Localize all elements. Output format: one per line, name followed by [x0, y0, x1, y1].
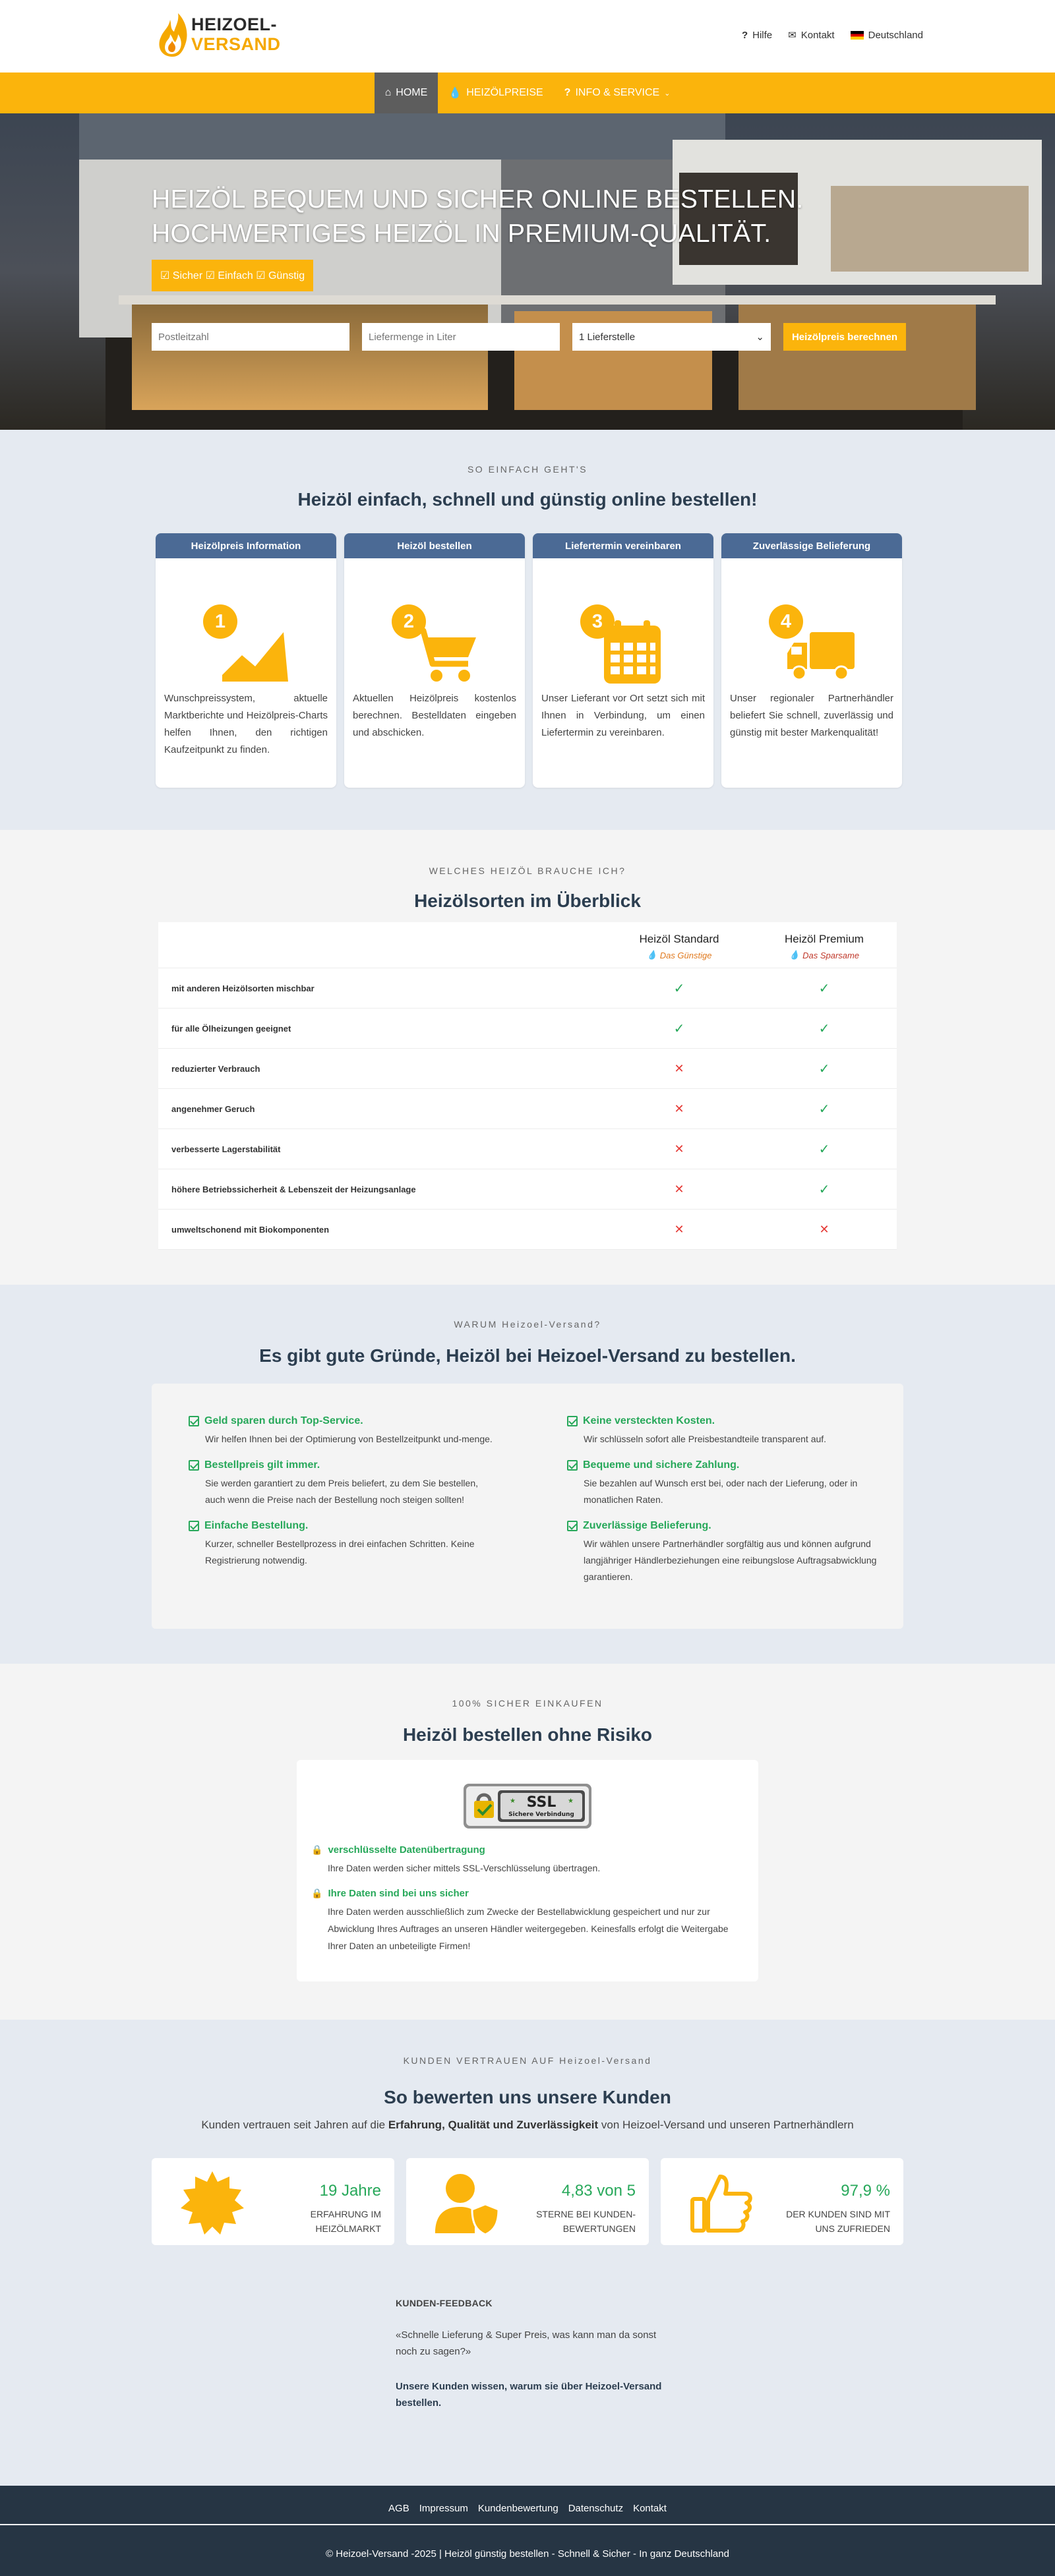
reviews-subtitle: Kunden vertrauen seit Jahren auf die Erfahrung, Qualität und Zuverlässigkeit von Heizoel-Versand und unseren Partnerhändlern	[201, 2119, 854, 2131]
security-box	[297, 1760, 758, 1981]
product-premium-name: Heizöl Premium	[785, 933, 864, 945]
reasons-title: Es gibt gute Gründe, Heizöl bei Heizoel-Versand zu bestellen.	[259, 1345, 796, 1366]
footer-divider	[0, 2524, 1055, 2525]
table-row	[158, 1169, 897, 1210]
svg-text:★: ★	[568, 1798, 574, 1805]
drop-icon: 💧	[789, 950, 800, 960]
copyright: © Heizoel-Versand -2025 | Heizöl günstig bestellen - Schnell & Sicher - In ganz Deutschland	[326, 2548, 729, 2560]
table-header-row	[158, 922, 897, 968]
reason-title: Bequeme und sichere Zahlung.	[583, 1459, 740, 1471]
product-standard-name: Heizöl Standard	[639, 933, 719, 945]
home-icon: ⌂	[384, 87, 392, 98]
nav-info-service[interactable]: ? INFO & SERVICE ⌄	[564, 87, 671, 98]
premium-mark: ✓	[818, 1021, 830, 1036]
product-premium-sub: Das Sparsame	[802, 950, 860, 960]
premium-mark: ✕	[819, 1222, 829, 1236]
reason-item	[189, 1415, 498, 1448]
sun-badge-icon	[179, 2170, 245, 2236]
reason-item	[567, 1459, 877, 1508]
table-row	[158, 1009, 897, 1049]
question-icon: ?	[741, 29, 748, 41]
feature-label: reduzierter Verbrauch	[171, 1063, 260, 1074]
step-number: 2	[392, 604, 426, 639]
feedback-heading: KUNDEN-FEEDBACK	[396, 2298, 493, 2308]
stat-label: STERNE BEI KUNDEN- BEWERTUNGEN	[536, 2209, 636, 2234]
main-nav	[0, 73, 1055, 113]
premium-mark: ✓	[818, 1101, 830, 1117]
standard-mark: ✓	[673, 1021, 685, 1036]
reason-title: Einfache Bestellung.	[204, 1520, 309, 1531]
flame-logo-icon	[156, 11, 190, 58]
zip-input[interactable]	[152, 323, 349, 351]
hero-section	[0, 113, 1055, 430]
hero-badge: ☑ Sicher ☑ Einfach ☑ Günstig	[152, 260, 313, 291]
comparison-section	[0, 830, 1055, 1285]
step-number: 1	[203, 604, 237, 639]
stat-value: 97,9 %	[841, 2182, 890, 2200]
stat-card	[152, 2158, 394, 2245]
feature-label: verbesserte Lagerstabilität	[171, 1144, 281, 1154]
contact-link[interactable]: ✉ Kontakt	[788, 29, 835, 41]
feature-label: für alle Ölheizungen geeignet	[171, 1023, 291, 1034]
reasons-section	[0, 1285, 1055, 1664]
reason-item	[567, 1415, 877, 1448]
ssl-badge-icon	[462, 1781, 593, 1831]
customer-feedback	[396, 2298, 666, 2411]
german-flag-icon	[851, 31, 864, 40]
comparison-table	[158, 922, 897, 1250]
lock-icon: 🔒	[311, 1888, 323, 1898]
user-shield-icon	[434, 2170, 500, 2236]
feature-label: angenehmer Geruch	[171, 1103, 255, 1114]
step-card	[156, 533, 336, 788]
hero-title: HEIZÖL BEQUEM UND SICHER ONLINE BESTELLEN. HOCHWERTIGES HEIZÖL IN PREMIUM-QUALITÄT.	[152, 185, 804, 248]
premium-mark: ✓	[818, 1061, 830, 1076]
table-row	[158, 968, 897, 1009]
premium-mark: ✓	[818, 1142, 830, 1157]
checkbox-icon	[567, 1460, 578, 1471]
chevron-down-icon: ⌄	[664, 89, 671, 98]
step-number: 4	[769, 604, 803, 639]
step-card-title: Heizöl bestellen	[344, 533, 525, 558]
price-calculator-form	[152, 323, 906, 351]
security-item: 🔒 verschlüsselte Datenübertragung Ihre Daten werden sicher mittels SSL-Verschlüsselung übertragen.	[311, 1844, 601, 1873]
security-title: Heizöl bestellen ohne Risiko	[402, 1724, 653, 1745]
reason-text: Sie bezahlen auf Wunsch erst bei, oder nach der Lieferung, oder in monatlichen Raten.	[584, 1478, 858, 1505]
step-card	[533, 533, 713, 788]
step-number: 3	[580, 604, 615, 639]
logo-text-line1: HEIZOEL-	[191, 15, 277, 34]
stat-value: 19 Jahre	[319, 2182, 381, 2200]
logo[interactable]	[156, 11, 281, 58]
premium-mark: ✓	[818, 1182, 830, 1197]
question-icon: ?	[564, 87, 571, 98]
ssl-badge-subtitle: Sichere Verbindung	[508, 1811, 574, 1818]
security-section	[0, 1664, 1055, 2020]
table-row	[158, 1049, 897, 1089]
checkbox-icon	[567, 1521, 578, 1531]
feedback-closing: Unsere Kunden wissen, warum sie über Heizoel-Versand bestellen.	[396, 2381, 662, 2409]
comparison-title: Heizölsorten im Überblick	[414, 891, 641, 911]
step-card	[344, 533, 525, 788]
step-card-title: Liefertermin vereinbaren	[533, 533, 713, 558]
step-card-text: Wunschpreissystem, aktuelle Marktberichte und Heizölpreis-Charts helfen Ihnen, den richtigen Kaufzeitpunkt zu finden.	[164, 693, 328, 755]
stat-value: 4,83 von 5	[561, 2182, 636, 2200]
stat-card	[661, 2158, 903, 2245]
step-card-title: Heizölpreis Information	[156, 533, 336, 558]
table-row	[158, 1210, 897, 1250]
reviews-title: So bewerten uns unsere Kunden	[384, 2087, 671, 2107]
logo-text-line2: VERSAND	[191, 34, 281, 54]
top-header	[0, 0, 1055, 73]
step-card-text: Aktuellen Heizölpreis kostenlos berechnen. Bestelldaten eingeben und abschicken.	[353, 693, 516, 738]
top-links	[742, 29, 923, 41]
stat-label: DER KUNDEN SIND MIT UNS ZUFRIEDEN	[786, 2209, 890, 2234]
checkbox-icon	[189, 1416, 199, 1426]
comparison-kicker: WELCHES HEIZÖL BRAUCHE ICH?	[429, 865, 626, 876]
product-standard-sub: Das Günstige	[659, 950, 712, 960]
drop-icon: 💧	[448, 88, 462, 99]
calculate-price-button[interactable]: Heizölpreis berechnen	[783, 323, 906, 351]
footer	[0, 2486, 1055, 2576]
feature-label: umweltschonend mit Biokomponenten	[171, 1224, 330, 1235]
footer-link[interactable]: AGB	[388, 2503, 409, 2514]
reasons-kicker: WARUM Heizoel-Versand?	[454, 1319, 601, 1330]
standard-mark: ✕	[674, 1101, 684, 1115]
checkbox-icon	[189, 1521, 199, 1531]
drop-icon: 💧	[646, 950, 657, 960]
reason-text: Wir schlüsseln sofort alle Preisbestandteile transparent auf.	[584, 1434, 827, 1444]
standard-mark: ✕	[674, 1222, 684, 1236]
footer-link[interactable]: Kundenbewertung	[477, 2503, 558, 2514]
step-card-text: Unser Lieferant vor Ort setzt sich mit Ihnen in Verbindung, um einen Liefertermin zu vereinbaren.	[541, 693, 705, 738]
reason-title: Keine versteckten Kosten.	[583, 1415, 715, 1426]
reason-text: Wir wählen unsere Partnerhändler sorgfältig aus und können aufgrund langjähriger Händlerbeziehungen eine reibungslose Auftragsabwicklung garantieren.	[584, 1538, 877, 1582]
checkbox-icon	[567, 1416, 578, 1426]
stat-label: ERFAHRUNG IM HEIZÖLMARKT	[310, 2209, 381, 2234]
reviews-section	[0, 2020, 1055, 2486]
reason-text: Wir helfen Ihnen bei der Optimierung von Bestellzeitpunkt und-menge.	[205, 1434, 493, 1444]
standard-mark: ✕	[674, 1061, 684, 1075]
reasons-box	[152, 1384, 903, 1629]
lock-icon: 🔒	[311, 1844, 323, 1855]
delivery-points-select[interactable]: 1 Lieferstelle ⌄	[572, 323, 771, 351]
table-row	[158, 1129, 897, 1169]
reason-item	[189, 1520, 498, 1569]
reason-title: Zuverlässige Belieferung.	[583, 1520, 711, 1531]
country-link[interactable]: Deutschland	[851, 29, 923, 41]
reason-item	[567, 1520, 877, 1585]
svg-text:★: ★	[510, 1798, 516, 1805]
steps-kicker: SO EINFACH GEHT'S	[467, 464, 588, 475]
feature-label: mit anderen Heizölsorten mischbar	[171, 983, 315, 993]
steps-title: Heizöl einfach, schnell und günstig online bestellen!	[297, 489, 758, 510]
standard-mark: ✕	[674, 1182, 684, 1196]
quantity-input[interactable]	[362, 323, 560, 351]
nav-home[interactable]: ⌂ HOME	[375, 73, 438, 113]
reason-text: Kurzer, schneller Bestellprozess in drei einfachen Schritten. Keine Registrierung notwendig.	[205, 1538, 475, 1566]
chevron-down-icon: ⌄	[756, 332, 764, 343]
reason-title: Geld sparen durch Top-Service.	[204, 1415, 363, 1426]
table-row	[158, 1089, 897, 1129]
security-item: 🔒 Ihre Daten sind bei uns sicher Ihre Daten werden ausschließlich zum Zwecke der Bestellabwicklung gespeichert und nur zur Abwicklung Ihres Auftrages an unseren Händler weitergegeben. Keinesfalls erfolgt die Weitergabe Ihrer Daten an unbeteiligte Firmen!	[311, 1888, 729, 1951]
ssl-badge-title: SSL	[526, 1794, 557, 1811]
nav-heizoelpreise[interactable]: 💧 HEIZÖLPREISE	[448, 87, 543, 99]
premium-mark: ✓	[818, 981, 830, 996]
reason-item	[189, 1459, 498, 1508]
footer-link[interactable]: Datenschutz	[568, 2503, 624, 2514]
feedback-quote: «Schnelle Lieferung & Super Preis, was kann man da sonst noch zu sagen?»	[396, 2329, 657, 2357]
help-link[interactable]: ? Hilfe	[741, 29, 773, 41]
envelope-icon: ✉	[788, 30, 797, 41]
footer-link[interactable]: Impressum	[419, 2503, 468, 2514]
reason-title: Bestellpreis gilt immer.	[204, 1459, 320, 1471]
standard-mark: ✕	[674, 1142, 684, 1156]
step-card-text: Unser regionaler Partnerhändler beliefert Sie schnell, zuverlässig und günstig mit bester Markenqualität!	[730, 693, 893, 738]
standard-mark: ✓	[673, 981, 685, 996]
footer-link[interactable]: Kontakt	[633, 2503, 667, 2514]
security-kicker: 100% SICHER EINKAUFEN	[452, 1698, 603, 1709]
stat-card	[406, 2158, 649, 2245]
steps-section	[0, 430, 1055, 830]
thumbs-up-icon	[688, 2170, 754, 2236]
reason-text: Sie werden garantiert zu dem Preis beliefert, zu dem Sie bestellen, auch wenn die Preise nach der Bestellung noch steigen sollten!	[205, 1478, 478, 1505]
step-card-title: Zuverlässige Belieferung	[721, 533, 902, 558]
checkbox-icon	[189, 1460, 199, 1471]
reviews-kicker: KUNDEN VERTRAUEN AUF Heizoel-Versand	[403, 2055, 652, 2066]
step-card	[721, 533, 902, 788]
feature-label: höhere Betriebssicherheit & Lebenszeit der Heizungsanlage	[171, 1184, 416, 1194]
